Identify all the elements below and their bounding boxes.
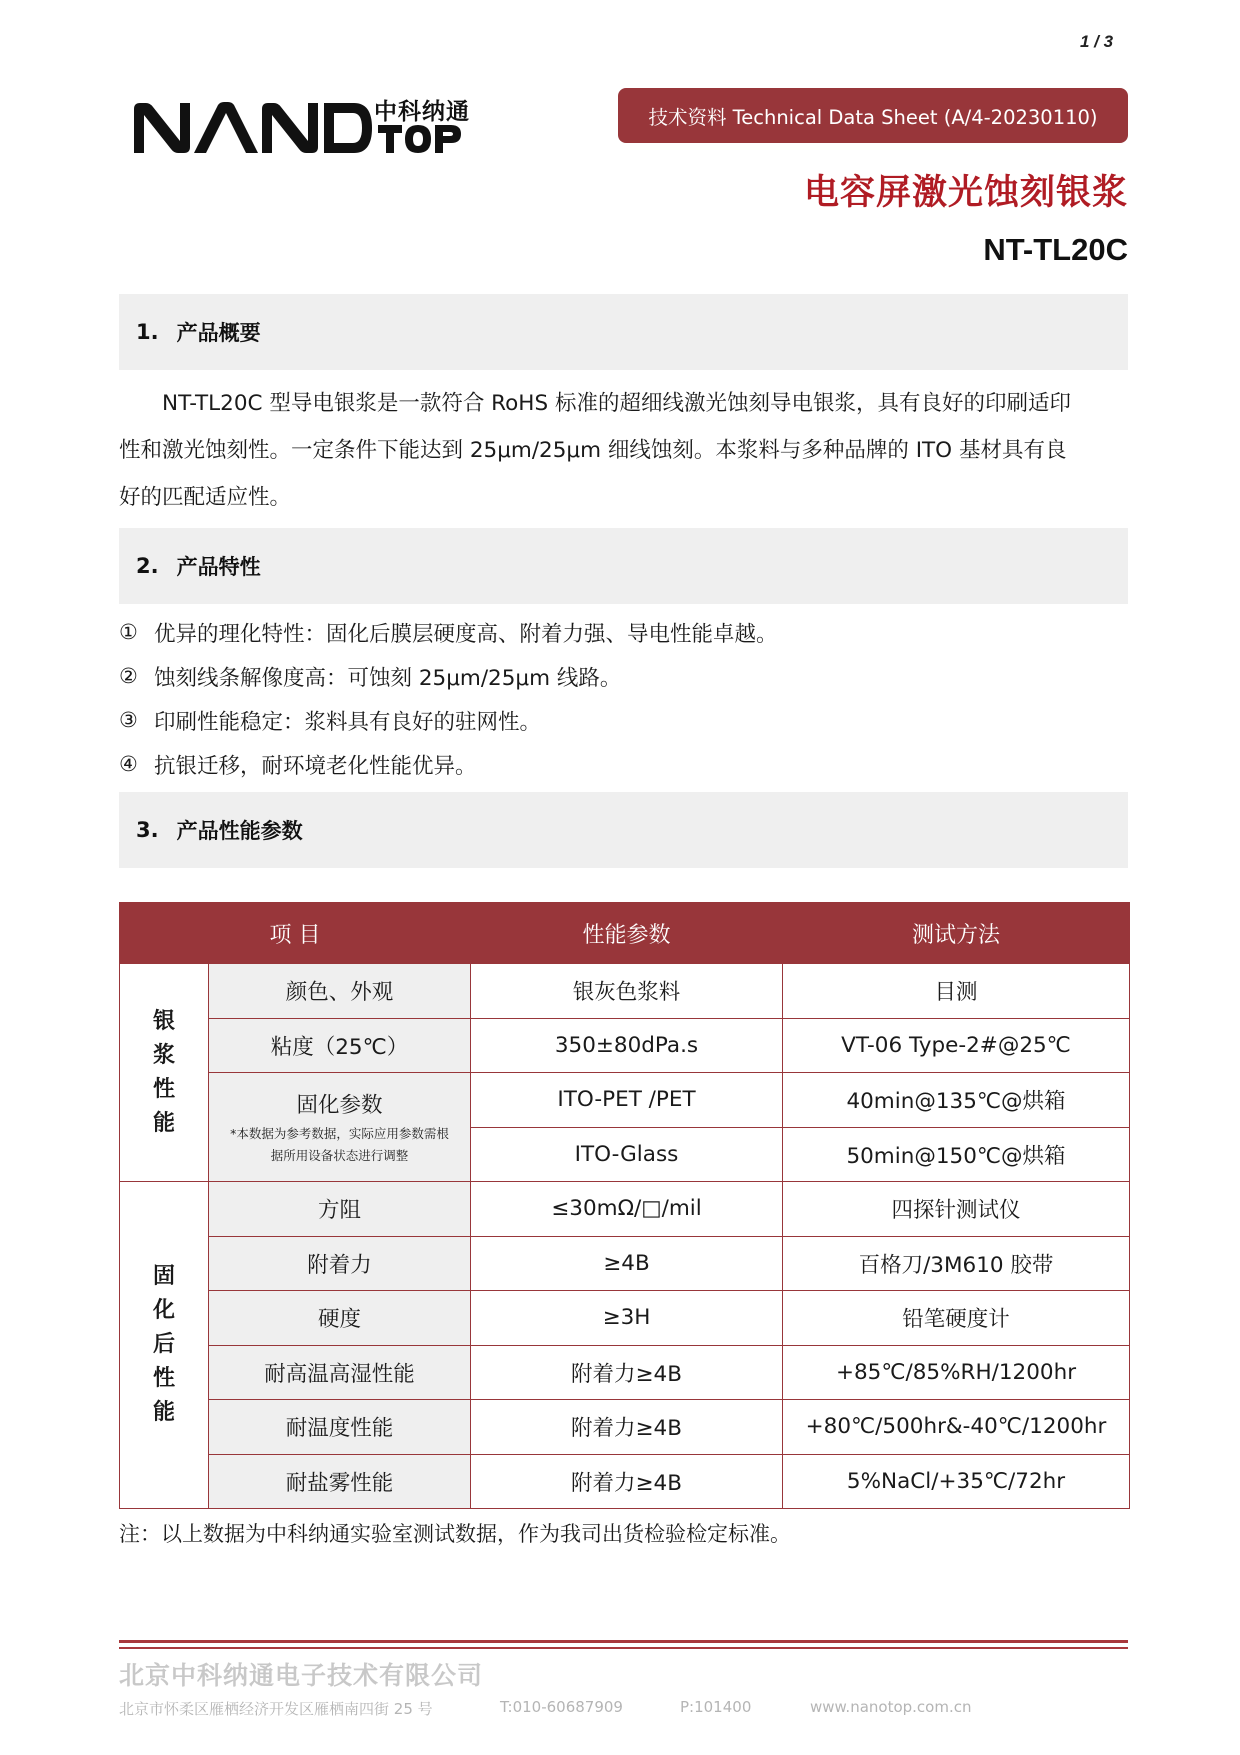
method-cell: 目测 xyxy=(783,964,1130,1019)
table-row xyxy=(120,1182,1130,1237)
item-cell: 耐盐雾性能 xyxy=(209,1454,471,1509)
performance-parameters-table xyxy=(119,902,1130,1509)
feature-item xyxy=(119,610,1129,654)
method-cell: 铅笔硬度计 xyxy=(783,1291,1130,1346)
section-title: 产品性能参数 xyxy=(176,819,303,843)
value-cell: ≥4B xyxy=(471,1236,783,1291)
feature-item xyxy=(119,698,1129,742)
group-label-paste xyxy=(120,964,209,1182)
table-row xyxy=(120,1454,1130,1509)
group-label-text: 固 化 后 性 能 xyxy=(152,1264,175,1425)
curing-note: *本数据为参考数据，实际应用参数需根 xyxy=(230,1125,449,1141)
group-label-text: 银 浆 性 能 xyxy=(152,1008,175,1136)
document-title: 电容屏激光蚀刻银浆 xyxy=(803,173,1128,213)
item-cell: 方阻 xyxy=(209,1182,471,1237)
method-cell: 50min@150℃@烘箱 xyxy=(783,1127,1130,1182)
table-header-row xyxy=(120,903,1130,964)
section-number: 2. xyxy=(136,554,159,578)
footer-company-name: 北京中科纳通电子技术有限公司 xyxy=(119,1661,484,1690)
overview-line: 性和激光蚀刻性。一定条件下能达到 25μm/25μm 细线蚀刻。本浆料与多种品牌的 ITO 基材具有良 xyxy=(119,438,1067,463)
feature-text: 抗银迁移，耐环境老化性能优异。 xyxy=(154,753,477,779)
table-footnote: 注：以上数据为中科纳通实验室测试数据，作为我司出货检验检定标准。 xyxy=(119,1522,791,1546)
page-number: 1 / 3 xyxy=(1080,32,1114,51)
method-cell: 四探针测试仪 xyxy=(783,1182,1130,1237)
section-heading-params xyxy=(119,792,1128,868)
footer-phone: T:010-60687909 xyxy=(500,1698,623,1716)
value-cell: 银灰色浆料 xyxy=(471,964,783,1019)
company-logo xyxy=(128,93,473,168)
section-number: 3. xyxy=(136,818,159,842)
feature-item xyxy=(119,654,1129,698)
feature-text: 蚀刻线条解像度高：可蚀刻 25μm/25μm 线路。 xyxy=(154,665,622,691)
table-row xyxy=(120,964,1130,1019)
overview-paragraph xyxy=(119,380,1129,521)
method-cell: 5%NaCl/+35℃/72hr xyxy=(783,1454,1130,1509)
table-row xyxy=(120,1345,1130,1400)
feature-item xyxy=(119,742,1129,786)
item-cell: 耐高温高湿性能 xyxy=(209,1345,471,1400)
item-cell: 耐温度性能 xyxy=(209,1400,471,1455)
method-cell: 百格刀/3M610 胶带 xyxy=(783,1236,1130,1291)
overview-line: NT-TL20C 型导电银浆是一款符合 RoHS 标准的超细线激光蚀刻导电银浆，具有良好的印刷适印 xyxy=(119,391,1071,416)
method-cell: +80℃/500hr&-40℃/1200hr xyxy=(783,1400,1130,1455)
item-cell: 粘度（25℃） xyxy=(209,1018,471,1073)
technical-data-sheet-badge: 技术资料 Technical Data Sheet (A/4-20230110) xyxy=(618,88,1128,143)
table-row xyxy=(120,1073,1130,1128)
product-model: NT-TL20C xyxy=(983,232,1128,267)
section-title: 产品特性 xyxy=(176,555,261,579)
group-label-cured xyxy=(120,1182,209,1509)
value-cell: ITO-PET /PET xyxy=(471,1073,783,1128)
table-row xyxy=(120,1018,1130,1073)
footer-website-link[interactable]: www.nanotop.com.cn xyxy=(810,1698,972,1716)
value-cell: 350±80dPa.s xyxy=(471,1018,783,1073)
value-cell: 附着力≥4B xyxy=(471,1454,783,1509)
feature-marker: ④ xyxy=(119,752,138,776)
feature-marker: ① xyxy=(119,620,138,644)
value-cell: ≥3H xyxy=(471,1291,783,1346)
item-cell-curing xyxy=(209,1073,471,1182)
method-cell: VT-06 Type-2#@25℃ xyxy=(783,1018,1130,1073)
curing-label: 固化参数 xyxy=(296,1092,383,1118)
feature-list xyxy=(119,610,1129,786)
value-cell: ITO-Glass xyxy=(471,1127,783,1182)
section-heading-features xyxy=(119,528,1128,604)
section-heading-overview xyxy=(119,294,1128,370)
item-cell: 附着力 xyxy=(209,1236,471,1291)
table-row xyxy=(120,1400,1130,1455)
header-method: 测试方法 xyxy=(783,903,1130,964)
item-cell: 硬度 xyxy=(209,1291,471,1346)
section-number: 1. xyxy=(136,320,159,344)
table-row xyxy=(120,1291,1130,1346)
header-value: 性能参数 xyxy=(471,903,783,964)
value-cell: ≤30mΩ/□/mil xyxy=(471,1182,783,1237)
feature-marker: ② xyxy=(119,664,138,688)
value-cell: 附着力≥4B xyxy=(471,1345,783,1400)
header-item: 项 目 xyxy=(120,903,471,964)
overview-line: 好的匹配适应性。 xyxy=(119,485,292,510)
table-row xyxy=(120,1236,1130,1291)
method-cell: 40min@135℃@烘箱 xyxy=(783,1073,1130,1128)
item-cell: 颜色、外观 xyxy=(209,964,471,1019)
method-cell: +85℃/85%RH/1200hr xyxy=(783,1345,1130,1400)
feature-text: 优异的理化特性：固化后膜层硬度高、附着力强、导电性能卓越。 xyxy=(154,621,778,647)
footer-postcode: P:101400 xyxy=(680,1698,752,1716)
footer-address: 北京市怀柔区雁栖经济开发区雁栖南四街 25 号 xyxy=(119,1700,433,1718)
footer-divider xyxy=(119,1647,1128,1649)
value-cell: 附着力≥4B xyxy=(471,1400,783,1455)
feature-marker: ③ xyxy=(119,708,138,732)
curing-note: 据所用设备状态进行调整 xyxy=(270,1147,409,1163)
feature-text: 印刷性能稳定：浆料具有良好的驻网性。 xyxy=(154,709,542,735)
section-title: 产品概要 xyxy=(176,321,261,345)
footer-divider xyxy=(119,1640,1128,1643)
logo-chinese-text: 中科纳通 xyxy=(374,99,470,125)
